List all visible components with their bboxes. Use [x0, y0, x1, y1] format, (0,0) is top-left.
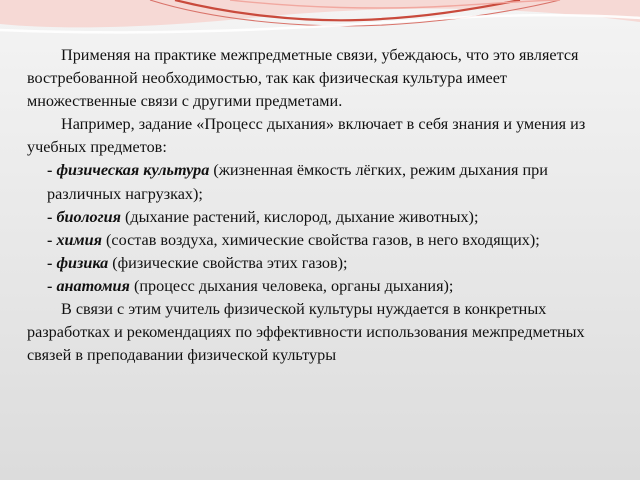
list-item	[27, 206, 617, 229]
list-item-dash: -	[47, 207, 57, 226]
list-item-term: химия	[56, 230, 102, 249]
list-item-term: анатомия	[56, 276, 130, 295]
list-item-dash: -	[47, 253, 57, 272]
list-item	[27, 229, 617, 252]
list-item-dash: -	[47, 161, 57, 180]
list-item	[27, 275, 617, 298]
list-item-dash: -	[47, 276, 57, 295]
list-item-desc: (дыхание растений, кислород, дыхание животных);	[120, 207, 479, 226]
list-item-term: биология	[56, 207, 121, 226]
list-item-desc: (жизненная ёмкость лёгких, режим дыхания при различных нагрузках);	[47, 161, 548, 203]
list-item-desc: (состав воздуха, химические свойства газов, в него входящих);	[101, 230, 540, 249]
list-item-dash: -	[47, 230, 57, 249]
list-item	[27, 159, 617, 205]
paragraph-example: Например, задание «Процесс дыхания» включает в себя знания и умения из учебных предметов:	[27, 115, 586, 157]
paragraph-conclusion: В связи с этим учитель физической культуры нуждается в конкретных разработках и рекомендациях по эффективности использования межпредметных связей в преподавании физической культуры	[27, 300, 585, 365]
list-item-term: физика	[56, 253, 109, 272]
paragraph-intro: Применяя на практике межпредметные связи, убеждаюсь, что это является востребованной необходимостью, так как физическая культура имеет множественные связи с другими предметами.	[27, 46, 579, 111]
list-item-term: физическая культура	[56, 161, 210, 180]
list-item-desc: (физические свойства этих газов);	[108, 253, 348, 272]
list-item	[27, 252, 617, 275]
list-item-desc: (процесс дыхания человека, органы дыхания);	[129, 276, 454, 295]
slide-body	[27, 44, 617, 367]
